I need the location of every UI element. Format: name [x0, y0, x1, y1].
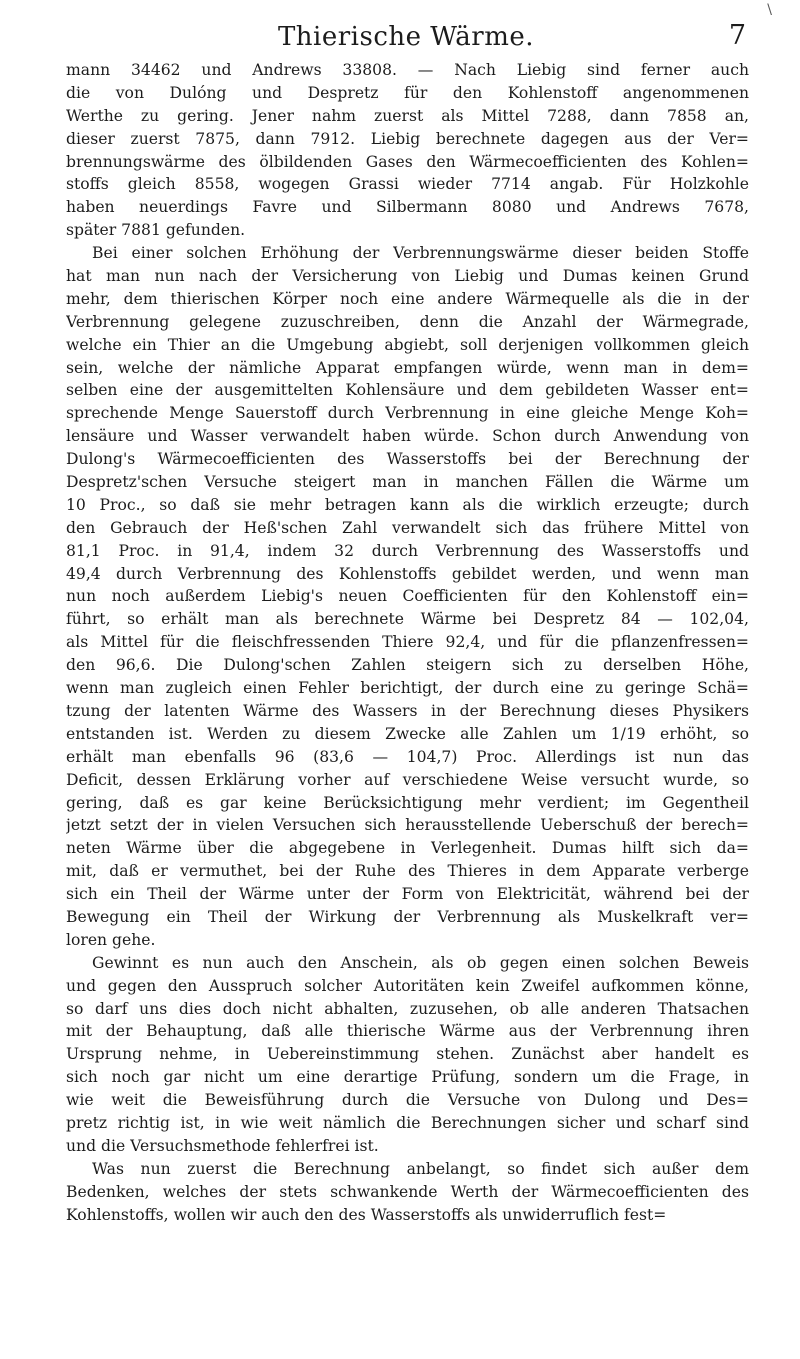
text-line: Gewinnt es nun auch den Anschein, als ob gegen einen solchen Beweis: [92, 953, 749, 972]
paragraph: [66, 952, 749, 1158]
body-text: [66, 59, 749, 1226]
text-line: tzung der latenten Wärme des Wassers in der Berechnung dieses Physikers: [66, 701, 749, 720]
text-line: gering, daß es gar keine Berücksichtigung mehr verdient; im Gegentheil: [66, 793, 749, 812]
text-line: 10 Proc., so daß sie mehr betragen kann als die wirklich erzeugte; durch: [66, 495, 749, 514]
paragraph: [66, 1158, 749, 1227]
text-line: mehr, dem thierischen Körper noch eine andere Wärmequelle als die in der: [66, 289, 749, 308]
text-line: Bewegung ein Theil der Wirkung der Verbrennung als Muskelkraft ver=: [66, 907, 749, 926]
text-line: Werthe zu gering. Jener nahm zuerst als Mittel 7288, dann 7858 an,: [66, 106, 749, 125]
text-line: und die Versuchsmethode fehlerfrei ist.: [66, 1136, 379, 1155]
text-line: 49,4 durch Verbrennung des Kohlenstoffs gebildet werden, und wenn man: [66, 564, 749, 583]
text-line: führt, so erhält man als berechnete Wärme bei Despretz 84 — 102,04,: [66, 610, 749, 629]
text-line: als Mittel für die fleischfressenden Thiere 92,4, und für die pflanzenfressen=: [66, 633, 749, 652]
text-line: mit der Behauptung, daß alle thierische Wärme aus der Verbrennung ihren: [66, 1022, 749, 1041]
page-number: 7: [728, 20, 746, 51]
text-line: pretz richtig ist, in wie weit nämlich die Berechnungen sicher und scharf sind: [66, 1113, 749, 1132]
text-line: Kohlenstoffs, wollen wir auch den des Wasserstoffs als unwiderruflich fest=: [66, 1205, 667, 1224]
text-line: Despretz'schen Versuche steigert man in manchen Fällen die Wärme um: [66, 473, 749, 492]
text-line: Dulong's Wärmecoefficienten des Wasserstoffs bei der Berechnung der: [66, 450, 749, 469]
text-line: die von Dulóng und Despretz für den Kohlenstoff angenommenen: [66, 83, 749, 102]
text-line: entstanden ist. Werden zu diesem Zwecke alle Zahlen um 1/19 erhöht, so: [66, 724, 749, 743]
text-line: welche ein Thier an die Umgebung abgiebt, soll derjenigen vollkommen gleich: [66, 335, 749, 354]
text-line: brennungswärme des ölbildenden Gases den Wärmecoefficienten des Kohlen=: [66, 152, 749, 171]
paragraph: [66, 242, 749, 952]
text-line: selben eine der ausgemittelten Kohlensäure und dem gebildeten Wasser ent=: [66, 381, 749, 400]
text-line: sein, welche der nämliche Apparat empfangen würde, wenn man in dem=: [66, 358, 749, 377]
text-line: sprechende Menge Sauerstoff durch Verbrennung in eine gleiche Menge Koh=: [66, 404, 749, 423]
text-line: Bedenken, welches der stets schwankende Werth der Wärmecoefficienten des: [66, 1182, 749, 1201]
text-line: jetzt setzt der in vielen Versuchen sich herausstellende Ueberschuß der berech=: [66, 816, 749, 835]
text-line: nun noch außerdem Liebig's neuen Coefficienten für den Kohlenstoff ein=: [66, 587, 749, 606]
text-line: loren gehe.: [66, 930, 156, 949]
text-line: Deficit, dessen Erklärung vorher auf verschiedene Weise versucht wurde, so: [66, 770, 749, 789]
text-line: lensäure und Wasser verwandelt haben würde. Schon durch Anwendung von: [66, 427, 749, 446]
corner-mark: \: [767, 2, 772, 18]
text-line: Ursprung nehme, in Uebereinstimmung stehen. Zunächst aber handelt es: [66, 1045, 749, 1064]
text-line: haben neuerdings Favre und Silbermann 8080 und Andrews 7678,: [66, 198, 749, 217]
page-header: [66, 14, 746, 54]
text-line: so darf uns dies doch nicht abhalten, zuzusehen, ob alle anderen Thatsachen: [66, 999, 749, 1018]
text-line: Bei einer solchen Erhöhung der Verbrennungswärme dieser beiden Stoffe: [92, 244, 749, 263]
text-line: wie weit die Beweisführung durch die Versuche von Dulong und Des=: [66, 1091, 749, 1110]
text-line: und gegen den Ausspruch solcher Autoritäten kein Zweifel aufkommen könne,: [66, 976, 749, 995]
text-line: 81,1 Proc. in 91,4, indem 32 durch Verbrennung des Wasserstoffs und: [66, 541, 749, 560]
text-line: stoffs gleich 8558, wogegen Grassi wieder 7714 angab. Für Holzkohle: [66, 175, 749, 194]
text-line: dieser zuerst 7875, dann 7912. Liebig berechnete dagegen aus der Ver=: [66, 129, 749, 148]
text-line: sich noch gar nicht um eine derartige Prüfung, sondern um die Frage, in: [66, 1068, 749, 1087]
text-line: Was nun zuerst die Berechnung anbelangt, so findet sich außer dem: [92, 1159, 749, 1178]
running-title: Thierische Wärme.: [277, 22, 535, 52]
text-line: hat man nun nach der Versicherung von Liebig und Dumas keinen Grund: [66, 267, 749, 286]
text-line: wenn man zugleich einen Fehler berichtigt, der durch eine zu geringe Schä=: [66, 679, 749, 698]
text-line: später 7881 gefunden.: [66, 221, 246, 240]
text-line: erhält man ebenfalls 96 (83,6 — 104,7) Proc. Allerdings ist nun das: [66, 747, 749, 766]
text-line: sich ein Theil der Wärme unter der Form von Elektricität, während bei der: [66, 885, 749, 904]
text-line: den 96,6. Die Dulong'schen Zahlen steigern sich zu derselben Höhe,: [66, 656, 749, 675]
text-line: den Gebrauch der Heß'schen Zahl verwandelt sich das frühere Mittel von: [66, 518, 749, 537]
text-line: mit, daß er vermuthet, bei der Ruhe des Thieres in dem Apparate verberge: [66, 862, 749, 881]
paragraph: [66, 59, 749, 242]
text-line: Verbrennung gelegene zuzuschreiben, denn die Anzahl der Wärmegrade,: [66, 312, 749, 331]
text-line: neten Wärme über die abgegebene in Verlegenheit. Dumas hilft sich da=: [66, 839, 749, 858]
text-line: mann 34462 und Andrews 33808. — Nach Liebig sind ferner auch: [66, 61, 749, 79]
